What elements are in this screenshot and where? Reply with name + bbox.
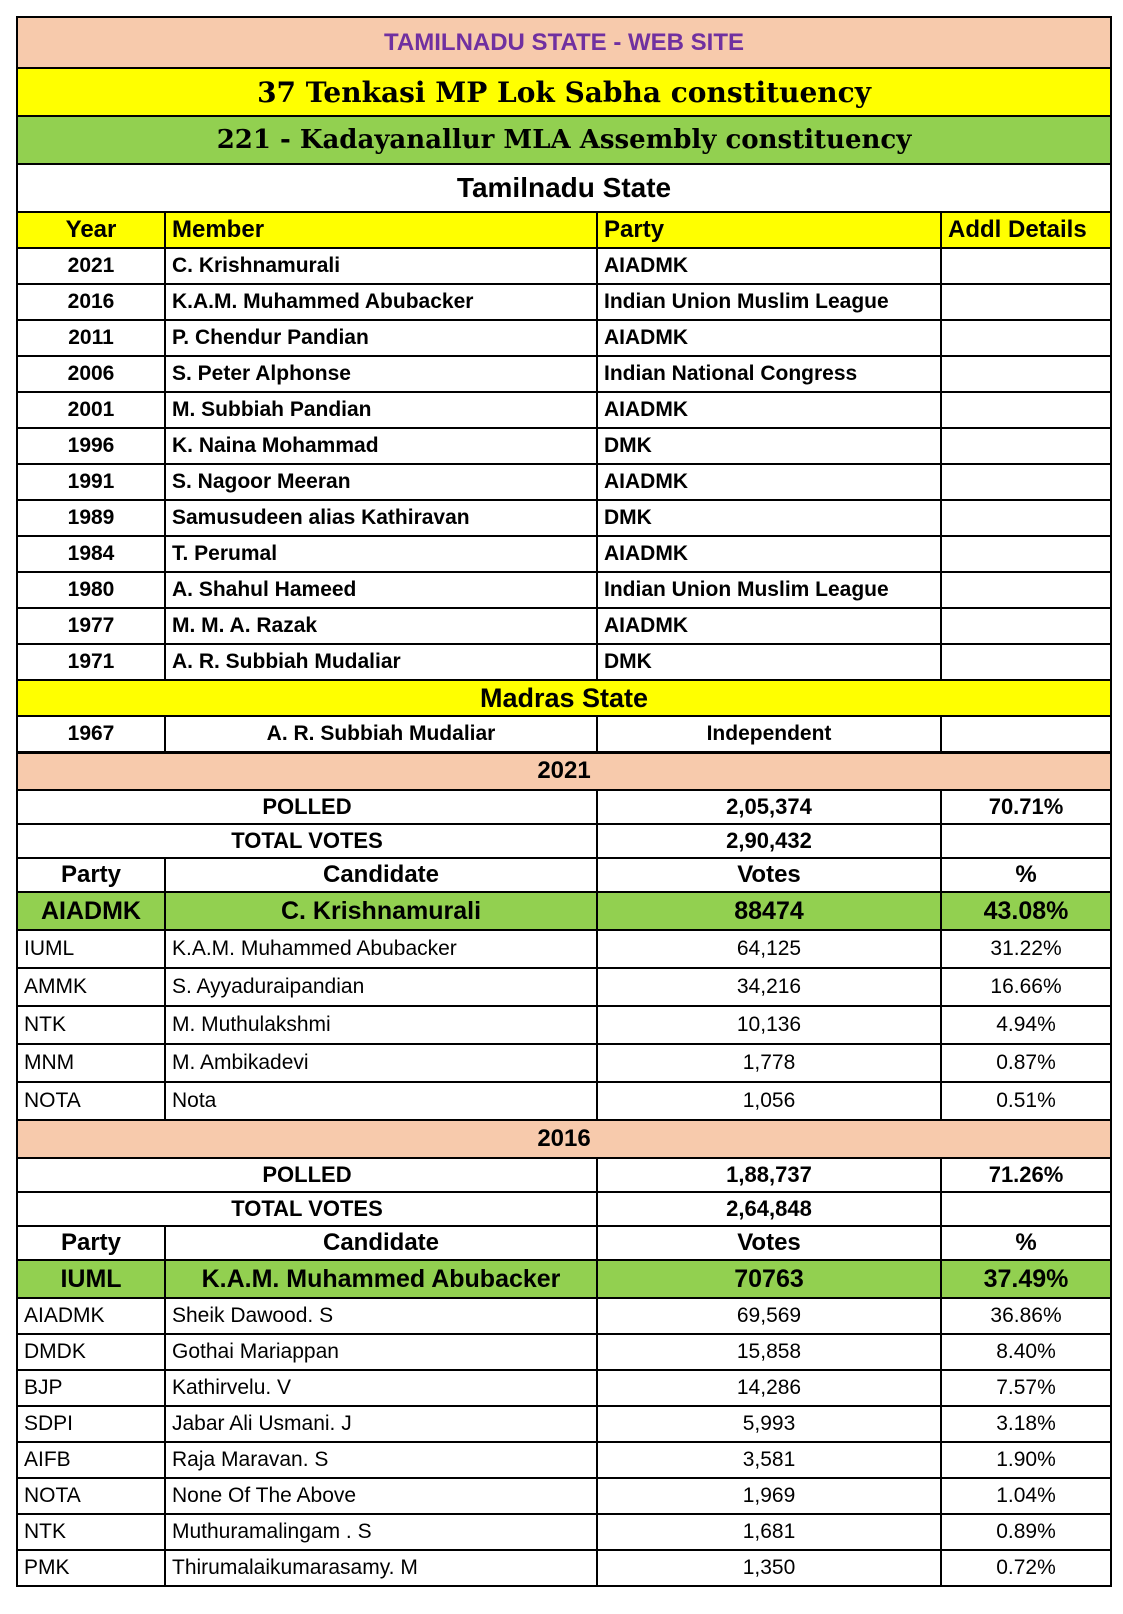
polled-label: POLLED (17, 1158, 597, 1192)
candidate-votes: 5,993 (597, 1406, 941, 1442)
member-year: 1991 (17, 464, 165, 500)
results-header-row (17, 858, 1111, 892)
winner-row (17, 1260, 1111, 1298)
member-party: AIADMK (597, 392, 941, 428)
member-row (17, 608, 1111, 644)
member-year: 1971 (17, 644, 165, 680)
candidate-party: MNM (17, 1044, 165, 1082)
winner-row (17, 892, 1111, 930)
candidate-votes: 1,056 (597, 1082, 941, 1120)
member-party: DMK (597, 428, 941, 464)
polled-percent: 70.71% (941, 790, 1111, 824)
total-votes-label: TOTAL VOTES (17, 824, 597, 858)
col-party: Party (17, 1226, 165, 1260)
candidate-votes: 1,778 (597, 1044, 941, 1082)
member-name: A. R. Subbiah Mudaliar (165, 716, 597, 752)
candidate-name: Sheik Dawood. S (165, 1298, 597, 1334)
candidate-percent: 0.72% (941, 1550, 1111, 1586)
total-votes: 2,90,432 (597, 824, 941, 858)
lok-sabha-title: 37 Tenkasi MP Lok Sabha constituency (17, 68, 1111, 116)
winner-pct: 43.08% (941, 892, 1111, 930)
results-sheet (16, 16, 1110, 1587)
candidate-name: S. Ayyaduraipandian (165, 968, 597, 1006)
candidate-percent: 0.89% (941, 1514, 1111, 1550)
polled-row (17, 1158, 1111, 1192)
col-candidate: Candidate (165, 1226, 597, 1260)
col-addl-details: Addl Details (941, 212, 1111, 248)
member-year: 2016 (17, 284, 165, 320)
member-party: Independent (597, 716, 941, 752)
candidate-row (17, 1006, 1111, 1044)
member-year: 1989 (17, 500, 165, 536)
member-name: C. Krishnamurali (165, 248, 597, 284)
member-row (17, 536, 1111, 572)
candidate-row (17, 1514, 1111, 1550)
candidate-votes: 69,569 (597, 1298, 941, 1334)
election-year: 2016 (17, 1120, 1111, 1158)
col-party: Party (17, 858, 165, 892)
member-row (17, 356, 1111, 392)
col-party: Party (597, 212, 941, 248)
candidate-party: PMK (17, 1550, 165, 1586)
winner-party: AIADMK (17, 892, 165, 930)
member-party: Indian National Congress (597, 356, 941, 392)
member-row (17, 716, 1111, 752)
member-name: M. Subbiah Pandian (165, 392, 597, 428)
member-year: 1996 (17, 428, 165, 464)
member-year: 2011 (17, 320, 165, 356)
winner-votes: 88474 (597, 892, 941, 930)
member-details (941, 644, 1111, 680)
candidate-row (17, 1370, 1111, 1406)
winner-votes: 70763 (597, 1260, 941, 1298)
member-party: DMK (597, 644, 941, 680)
member-row (17, 644, 1111, 680)
candidate-party: BJP (17, 1370, 165, 1406)
member-row (17, 428, 1111, 464)
members-header-row (17, 212, 1111, 248)
col-percent: % (941, 1226, 1111, 1260)
candidate-party: NTK (17, 1006, 165, 1044)
col-votes: Votes (597, 858, 941, 892)
member-details (941, 320, 1111, 356)
member-name: K. Naina Mohammad (165, 428, 597, 464)
member-party: AIADMK (597, 248, 941, 284)
member-row (17, 284, 1111, 320)
candidate-row (17, 1478, 1111, 1514)
candidate-name: M. Muthulakshmi (165, 1006, 597, 1044)
winner-party: IUML (17, 1260, 165, 1298)
candidate-party: NOTA (17, 1082, 165, 1120)
member-name: S. Nagoor Meeran (165, 464, 597, 500)
member-row (17, 248, 1111, 284)
member-details (941, 464, 1111, 500)
member-party: AIADMK (597, 464, 941, 500)
member-party: DMK (597, 500, 941, 536)
total-votes-blank (941, 1192, 1111, 1226)
col-percent: % (941, 858, 1111, 892)
member-row (17, 320, 1111, 356)
election-year: 2021 (17, 752, 1111, 790)
member-details (941, 248, 1111, 284)
member-name: A. R. Subbiah Mudaliar (165, 644, 597, 680)
member-name: P. Chendur Pandian (165, 320, 597, 356)
candidate-row (17, 1334, 1111, 1370)
constituency-table (16, 16, 1112, 1587)
candidate-percent: 36.86% (941, 1298, 1111, 1334)
polled-label: POLLED (17, 790, 597, 824)
candidate-party: SDPI (17, 1406, 165, 1442)
candidate-percent: 16.66% (941, 968, 1111, 1006)
winner-candidate: K.A.M. Muhammed Abubacker (165, 1260, 597, 1298)
winner-pct: 37.49% (941, 1260, 1111, 1298)
member-details (941, 572, 1111, 608)
candidate-votes: 1,969 (597, 1478, 941, 1514)
election-year-row (17, 752, 1111, 790)
polled-percent: 71.26% (941, 1158, 1111, 1192)
candidate-name: K.A.M. Muhammed Abubacker (165, 930, 597, 968)
candidate-percent: 1.04% (941, 1478, 1111, 1514)
member-row (17, 500, 1111, 536)
candidate-votes: 1,350 (597, 1550, 941, 1586)
candidate-row (17, 968, 1111, 1006)
candidate-party: IUML (17, 930, 165, 968)
candidate-party: NOTA (17, 1478, 165, 1514)
candidate-percent: 7.57% (941, 1370, 1111, 1406)
candidate-row (17, 1044, 1111, 1082)
candidate-name: Jabar Ali Usmani. J (165, 1406, 597, 1442)
total-votes-row (17, 824, 1111, 858)
candidate-row (17, 1082, 1111, 1120)
candidate-row (17, 1550, 1111, 1586)
member-name: Samusudeen alias Kathiravan (165, 500, 597, 536)
candidate-percent: 0.51% (941, 1082, 1111, 1120)
candidate-percent: 3.18% (941, 1406, 1111, 1442)
madras-state-title: Madras State (17, 680, 1111, 716)
total-votes-label: TOTAL VOTES (17, 1192, 597, 1226)
candidate-name: None Of The Above (165, 1478, 597, 1514)
candidate-percent: 4.94% (941, 1006, 1111, 1044)
col-member: Member (165, 212, 597, 248)
candidate-votes: 1,681 (597, 1514, 941, 1550)
candidate-name: Nota (165, 1082, 597, 1120)
candidate-name: Raja Maravan. S (165, 1442, 597, 1478)
member-name: M. M. A. Razak (165, 608, 597, 644)
polled-votes: 2,05,374 (597, 790, 941, 824)
member-year: 1980 (17, 572, 165, 608)
member-details (941, 608, 1111, 644)
total-votes: 2,64,848 (597, 1192, 941, 1226)
member-name: A. Shahul Hameed (165, 572, 597, 608)
polled-row (17, 790, 1111, 824)
col-year: Year (17, 212, 165, 248)
member-row (17, 392, 1111, 428)
member-party: AIADMK (597, 320, 941, 356)
candidate-party: AIADMK (17, 1298, 165, 1334)
member-party: Indian Union Muslim League (597, 572, 941, 608)
state-title: Tamilnadu State (17, 164, 1111, 212)
member-name: T. Perumal (165, 536, 597, 572)
member-details (941, 716, 1111, 752)
member-row (17, 464, 1111, 500)
candidate-votes: 64,125 (597, 930, 941, 968)
member-details (941, 500, 1111, 536)
candidate-party: AMMK (17, 968, 165, 1006)
candidate-votes: 34,216 (597, 968, 941, 1006)
candidate-name: M. Ambikadevi (165, 1044, 597, 1082)
member-party: AIADMK (597, 536, 941, 572)
member-name: K.A.M. Muhammed Abubacker (165, 284, 597, 320)
results-header-row (17, 1226, 1111, 1260)
candidate-party: DMDK (17, 1334, 165, 1370)
assembly-title: 221 - Kadayanallur MLA Assembly constituency (17, 116, 1111, 164)
member-party: AIADMK (597, 608, 941, 644)
candidate-percent: 8.40% (941, 1334, 1111, 1370)
candidate-party: NTK (17, 1514, 165, 1550)
candidate-row (17, 1442, 1111, 1478)
polled-votes: 1,88,737 (597, 1158, 941, 1192)
candidate-votes: 10,136 (597, 1006, 941, 1044)
member-details (941, 284, 1111, 320)
candidate-name: Thirumalaikumarasamy. M (165, 1550, 597, 1586)
total-votes-row (17, 1192, 1111, 1226)
candidate-percent: 1.90% (941, 1442, 1111, 1478)
member-year: 2006 (17, 356, 165, 392)
member-year: 2001 (17, 392, 165, 428)
candidate-percent: 0.87% (941, 1044, 1111, 1082)
member-details (941, 428, 1111, 464)
candidate-percent: 31.22% (941, 930, 1111, 968)
member-row (17, 572, 1111, 608)
col-candidate: Candidate (165, 858, 597, 892)
candidate-row (17, 1406, 1111, 1442)
member-details (941, 356, 1111, 392)
member-year: 2021 (17, 248, 165, 284)
candidate-votes: 14,286 (597, 1370, 941, 1406)
candidate-party: AIFB (17, 1442, 165, 1478)
madras-state-row (17, 680, 1111, 716)
candidate-votes: 15,858 (597, 1334, 941, 1370)
candidate-name: Muthuramalingam . S (165, 1514, 597, 1550)
member-year: 1967 (17, 716, 165, 752)
member-year: 1984 (17, 536, 165, 572)
candidate-row (17, 930, 1111, 968)
total-votes-blank (941, 824, 1111, 858)
member-details (941, 536, 1111, 572)
site-title: TAMILNADU STATE - WEB SITE (17, 17, 1111, 68)
candidate-row (17, 1298, 1111, 1334)
col-votes: Votes (597, 1226, 941, 1260)
member-party: Indian Union Muslim League (597, 284, 941, 320)
member-details (941, 392, 1111, 428)
candidate-name: Gothai Mariappan (165, 1334, 597, 1370)
candidate-votes: 3,581 (597, 1442, 941, 1478)
candidate-name: Kathirvelu. V (165, 1370, 597, 1406)
election-year-row (17, 1120, 1111, 1158)
winner-candidate: C. Krishnamurali (165, 892, 597, 930)
member-name: S. Peter Alphonse (165, 356, 597, 392)
member-year: 1977 (17, 608, 165, 644)
